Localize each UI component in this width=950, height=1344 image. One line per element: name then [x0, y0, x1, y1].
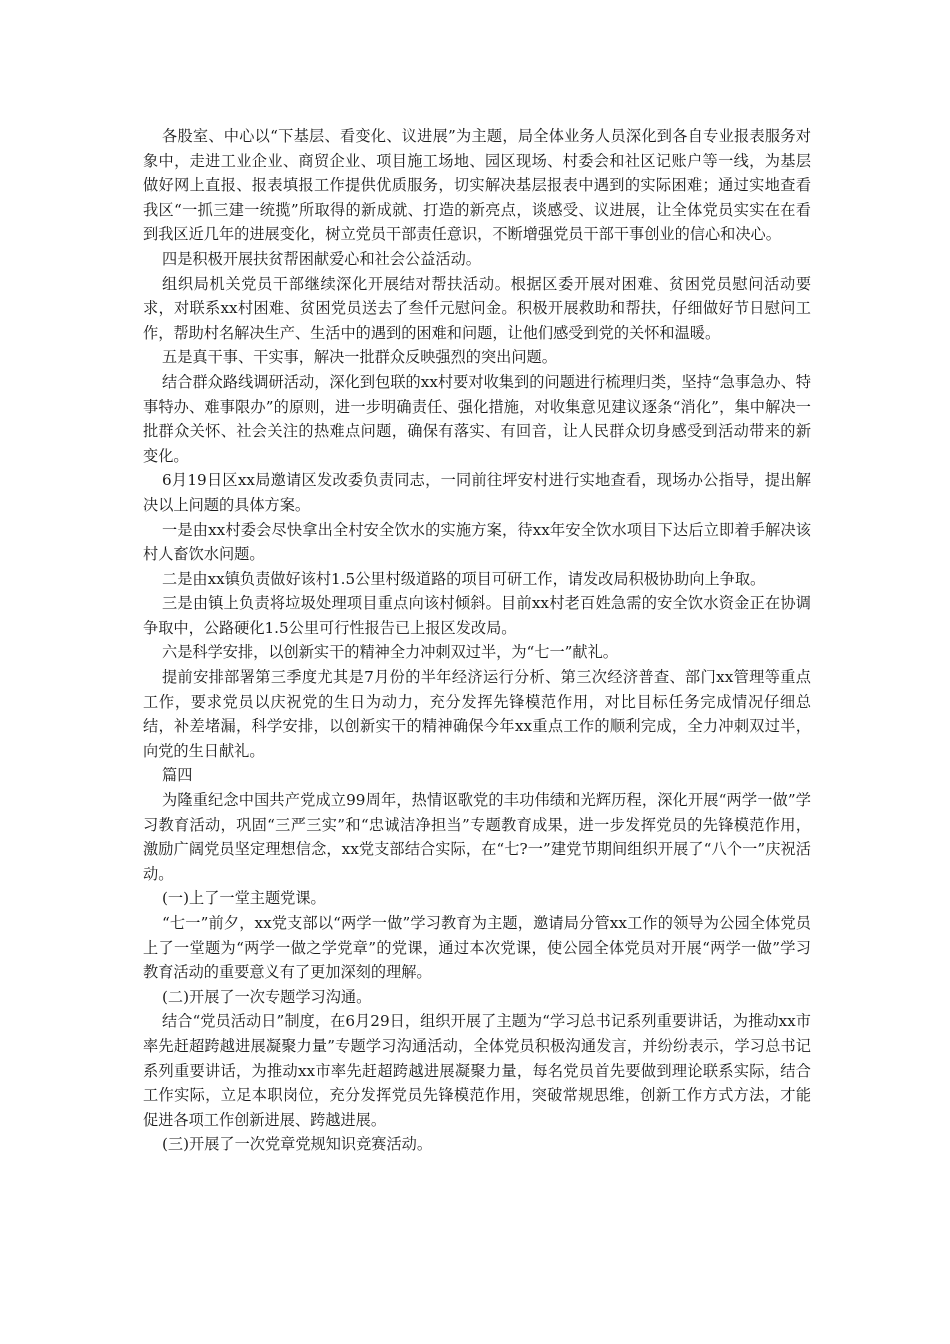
section-heading-4: 四是积极开展扶贫帮困献爱心和社会公益活动。	[162, 249, 481, 268]
paragraph-6: 二是由xx镇负责做好该村1.5公里村级道路的项目可研工作，请发改局积极协助向上争取。	[162, 569, 766, 588]
subheading-2: (二)开展了一次专题学习沟通。	[162, 987, 372, 1006]
paragraph-7: 三是由镇上负责将垃圾处理项目重点向该村倾斜。目前xx村老百姓急需的安全饮水资金正在协调争取中，公路硬化1.5公里可行性报告已上报区发改局。	[143, 594, 811, 637]
paragraph-2: 组织局机关党员干部继续深化开展结对帮扶活动。根据区委开展对困难、贫困党员慰问活动要求，对联系xx村困难、贫困党员送去了叁仟元慰问金。积极开展救助和帮扶，仔细做好节日慰问工作，帮助村名解决生产、生活中的遇到的困难和问题，让他们感受到党的关怀和温暖。	[143, 274, 811, 342]
paragraph-11: 结合“党员活动日”制度，在6月29日，组织开展了主题为“学习总书记系列重要讲话，为推动xx市率先赶超跨越进展凝聚力量”专题学习沟通活动，全体党员积极沟通发言，并纷纷表示，学习总书记系列重要讲话，为推动xx市率先赶超跨越进展凝聚力量，每名党员首先要做到理论联系实际，结合工作实际，立足本职岗位，充分发挥党员先锋模范作用，突破常规思维，创新工作方式方法，才能促进各项工作创新进展、跨越进展。	[143, 1012, 811, 1129]
chapter-title: 篇四	[162, 766, 193, 785]
paragraph-3: 结合群众路线调研活动，深化到包联的xx村要对收集到的问题进行梳理归类，坚持“急事急办、特事特办、难事限办”的原则，进一步明确责任、强化措施，对收集意见建议逐条“消化”，集中解决一批群众关怀、社会关注的热难点问题，确保有落实、有回音，让人民群众切身感受到活动带来的新变化。	[143, 372, 811, 465]
document-body	[143, 124, 811, 1157]
paragraph-9: 为隆重纪念中国共产党成立99周年，热情讴歌党的丰功伟绩和光辉历程，深化开展“两学一做”学习教育活动，巩固“三严三实”和“忠诚洁净担当”专题教育成果，进一步发挥党员的先锋模范作用，激励广阔党员坚定理想信念，xx党支部结合实际，在“七?一”建党节期间组织开展了“八个一”庆祝活动。	[143, 791, 811, 883]
paragraph-5: 一是由xx村委会尽快拿出全村安全饮水的实施方案，待xx年安全饮水项目下达后立即着手解决该村人畜饮水问题。	[143, 520, 811, 564]
subheading-3: (三)开展了一次党章党规知识竞赛活动。	[162, 1135, 433, 1154]
paragraph-4: 6月19日区xx局邀请区发改委负责同志，一同前往坪安村进行实地查看，现场办公指导，提出解决以上问题的具体方案。	[143, 471, 811, 514]
subheading-1: (一)上了一堂主题党课。	[162, 889, 326, 908]
paragraph-1: 各股室、中心以“下基层、看变化、议进展”为主题，局全体业务人员深化到各自专业报表服务对象中，走进工业企业、商贸企业、项目施工场地、园区现场、村委会和社区记账户等一线，为基层做好网上直报、报表填报工作提供优质服务，切实解决基层报表中遇到的实际困难；通过实地查看我区“一抓三建一统揽”所取得的新成就、打造的新亮点，谈感受、议进展，让全体党员实实在在看到我区近几年的进展变化，树立党员干部责任意识，不断增强党员干部干事创业的信心和决心。	[143, 127, 811, 244]
section-heading-5: 五是真干事、干实事，解决一批群众反映强烈的突出问题。	[162, 348, 557, 367]
paragraph-10: “七一”前夕，xx党支部以“两学一做”学习教育为主题，邀请局分管xx工作的领导为公园全体党员上了一堂题为“两学一做之学党章”的党课，通过本次党课，使公园全体党员对开展“两学一做”学习教育活动的重要意义有了更加深刻的理解。	[143, 914, 811, 982]
paragraph-8: 提前安排部署第三季度尤其是7月份的半年经济运行分析、第三次经济普查、部门xx管理等重点工作，要求党员以庆祝党的生日为动力，充分发挥先锋模范作用，对比目标任务完成情况仔细总结，补差堵漏，科学安排，以创新实干的精神确保今年xx重点工作的顺利完成，全力冲刺双过半，向党的生日献礼。	[143, 668, 811, 760]
section-heading-6: 六是科学安排，以创新实干的精神全力冲刺双过半，为“七一”献礼。	[162, 643, 618, 662]
